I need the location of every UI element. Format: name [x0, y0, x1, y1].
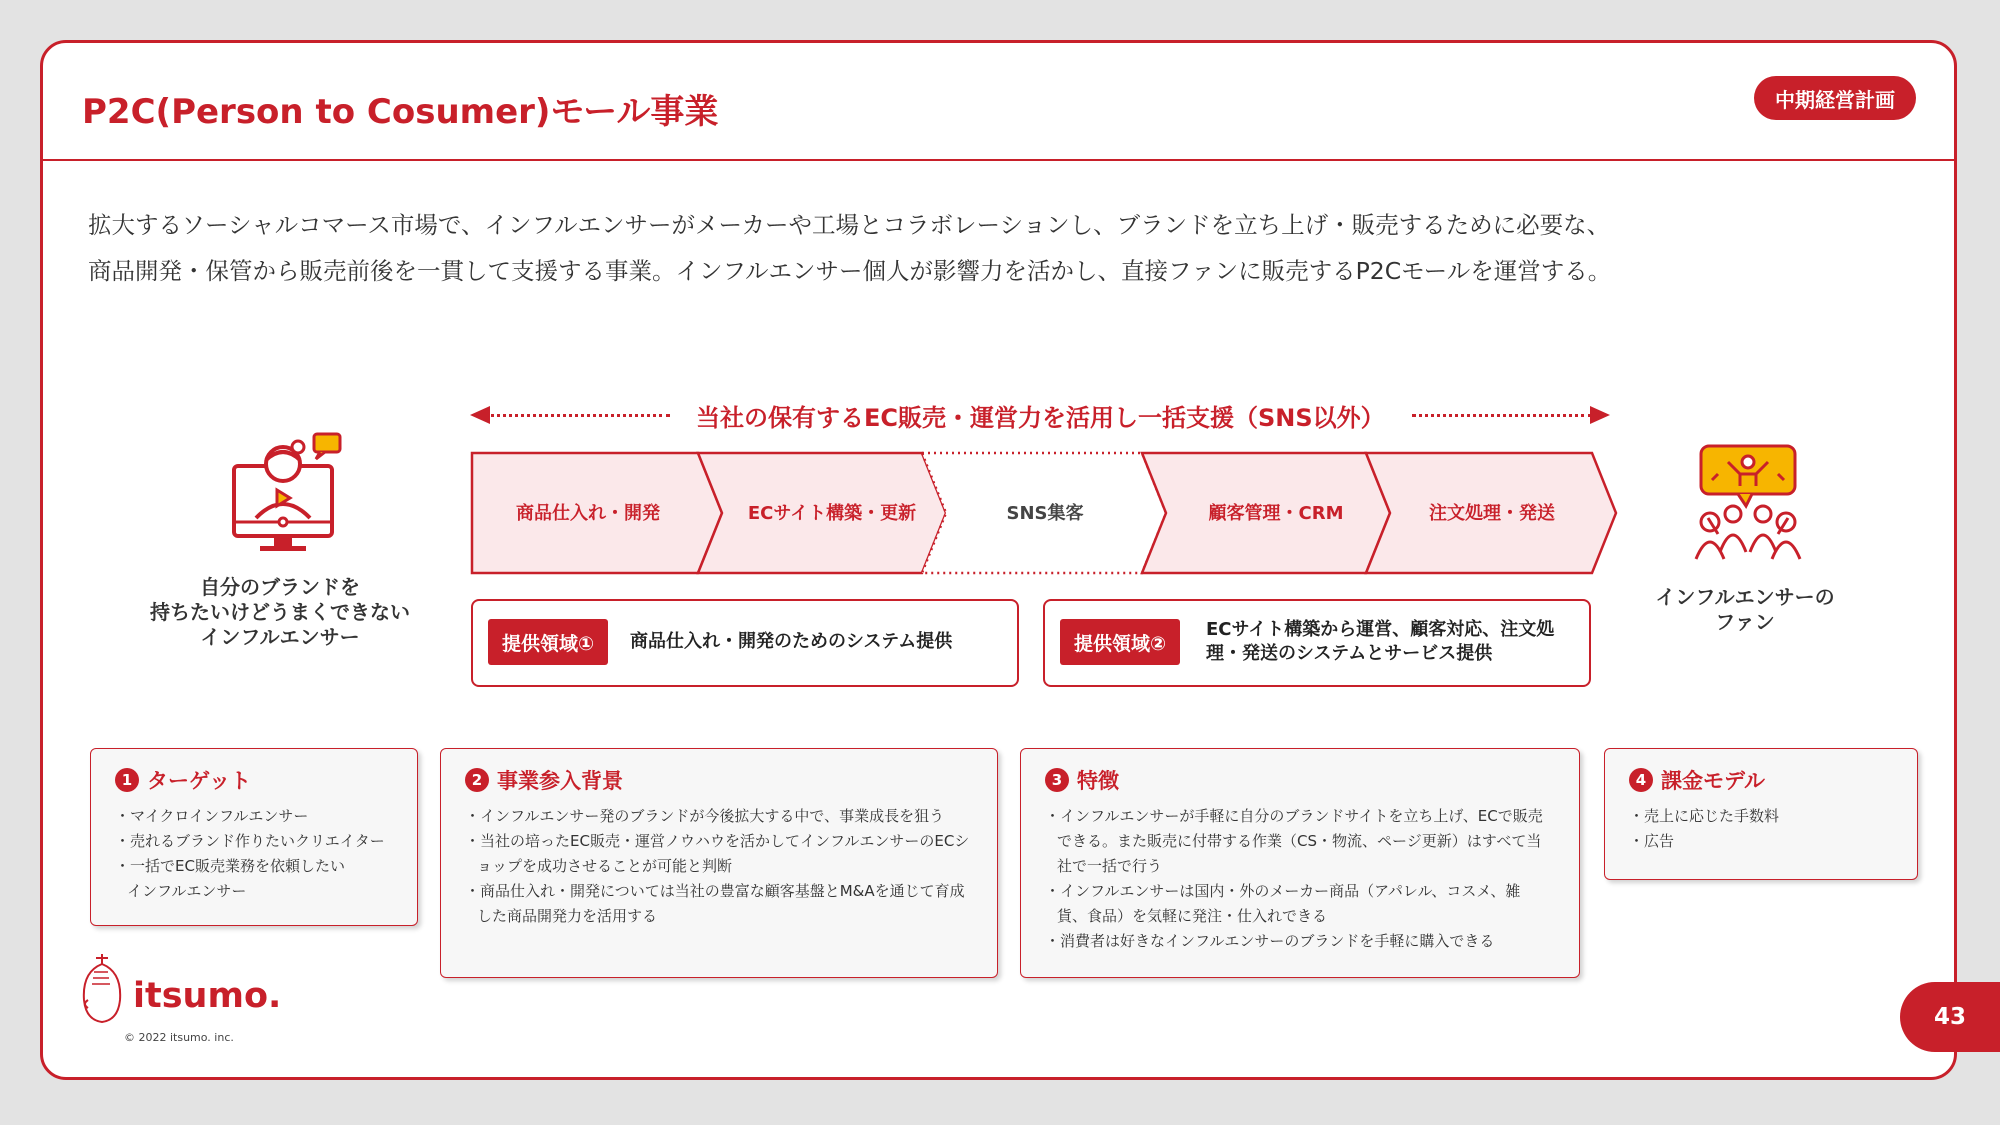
card-title: 特徴 [1077, 769, 1119, 793]
number-badge: 2 [465, 768, 489, 792]
influencer-caption-line: インフルエンサー [200, 625, 360, 649]
process-chevrons [470, 450, 1620, 576]
card-item: ・売上に応じた手数料 [1629, 807, 1780, 825]
number-badge: 4 [1629, 768, 1653, 792]
card-item: ・インフルエンサーが手軽に自分のブランドサイトを立ち上げ、ECで販売できる。また販売に付帯する作業（CS・物流、ページ更新）はすべて当社で一括で行う [1045, 807, 1543, 875]
company-logo: itsumo. [133, 976, 282, 1016]
copyright: © 2022 itsumo. inc. [124, 1031, 234, 1044]
dotted-arrow-left [478, 414, 670, 417]
chevron-label: SNS集客 [1006, 503, 1084, 524]
card-item: ・広告 [1629, 832, 1675, 850]
chevron-label: 商品仕入れ・開発 [516, 503, 660, 524]
card-header [465, 765, 997, 795]
card-title: 課金モデル [1661, 769, 1765, 793]
page-number: 43 [1900, 982, 2000, 1052]
influencer-caption-line: 自分のブランドを [200, 575, 360, 599]
influencer-caption [130, 575, 430, 650]
header-divider [42, 159, 1955, 161]
card-background [440, 748, 998, 978]
number-badge: 3 [1045, 768, 1069, 792]
number-badge: 1 [115, 768, 139, 792]
dotted-arrow-right [1412, 414, 1592, 417]
card-item: ・インフルエンサー発のブランドが今後拡大する中で、事業成長を狙う [465, 807, 945, 825]
influencer-caption-line: 持ちたいけどうまくできない [150, 600, 410, 624]
fans-caption-line: ファン [1715, 610, 1775, 634]
arrow-right-icon [1590, 406, 1610, 424]
section-badge: 中期経営計画 [1754, 76, 1916, 120]
card-item: ・売れるブランド作りたいクリエイター [115, 832, 385, 850]
card-features [1020, 748, 1580, 978]
card-target [90, 748, 418, 926]
intro-line-2: 商品開発・保管から販売前後を一貫して支援する事業。インフルエンサー個人が影響力を活かし、直接ファンに販売するP2Cモールを運営する。 [88, 257, 1612, 285]
intro-line-1: 拡大するソーシャルコマース市場で、インフルエンサーがメーカーや工場とコラボレーションし、ブランドを立ち上げ・販売するために必要な、 [88, 211, 1611, 239]
card-title: ターゲット [147, 769, 252, 793]
provision-text-1: 商品仕入れ・開発のためのシステム提供 [630, 631, 953, 652]
page-title: P2C(Person to Cosumer)モール事業 [82, 92, 719, 132]
card-item: ・商品仕入れ・開発については当社の豊富な顧客基盤とM&Aを通じて育成した商品開発力を活用する [465, 882, 965, 925]
card-item: ・一括でEC販売業務を依頼したいインフルエンサー [115, 857, 345, 900]
fans-caption [1630, 585, 1860, 635]
card-billing-model [1604, 748, 1918, 880]
chevron-label: 注文処理・発送 [1429, 503, 1555, 524]
influencer-monitor-icon [228, 430, 348, 555]
card-header [115, 765, 417, 795]
support-label: 当社の保有するEC販売・運営力を活用し一括支援（SNS以外） [696, 404, 1385, 432]
fans-caption-line: インフルエンサーの [1655, 585, 1835, 609]
logo-mascot-icon [80, 952, 124, 1024]
card-item: ・消費者は好きなインフルエンサーのブランドを手軽に購入できる [1045, 932, 1495, 950]
card-header [1629, 765, 1917, 795]
card-item: ・マイクロインフルエンサー [115, 807, 309, 825]
card-item: ・インフルエンサーは国内・外のメーカー商品（アパレル、コスメ、雑貨、食品）を気軽に発注・仕入れできる [1045, 882, 1521, 925]
card-title: 事業参入背景 [497, 769, 623, 793]
fans-icon [1688, 444, 1808, 564]
provision-text-2: ECサイト構築から運営、顧客対応、注文処理・発送のシステムとサービス提供 [1206, 619, 1555, 664]
provision-tag-2: 提供領域② [1060, 619, 1180, 665]
chevron-label: ECサイト構築・更新 [747, 503, 917, 524]
card-item: ・当社の培ったEC販売・運営ノウハウを活かしてインフルエンサーのECショップを成功させることが可能と判断 [465, 832, 970, 875]
chevron-label: 顧客管理・CRM [1208, 503, 1344, 524]
card-header [1045, 765, 1579, 795]
provision-tag-1: 提供領域① [488, 619, 608, 665]
